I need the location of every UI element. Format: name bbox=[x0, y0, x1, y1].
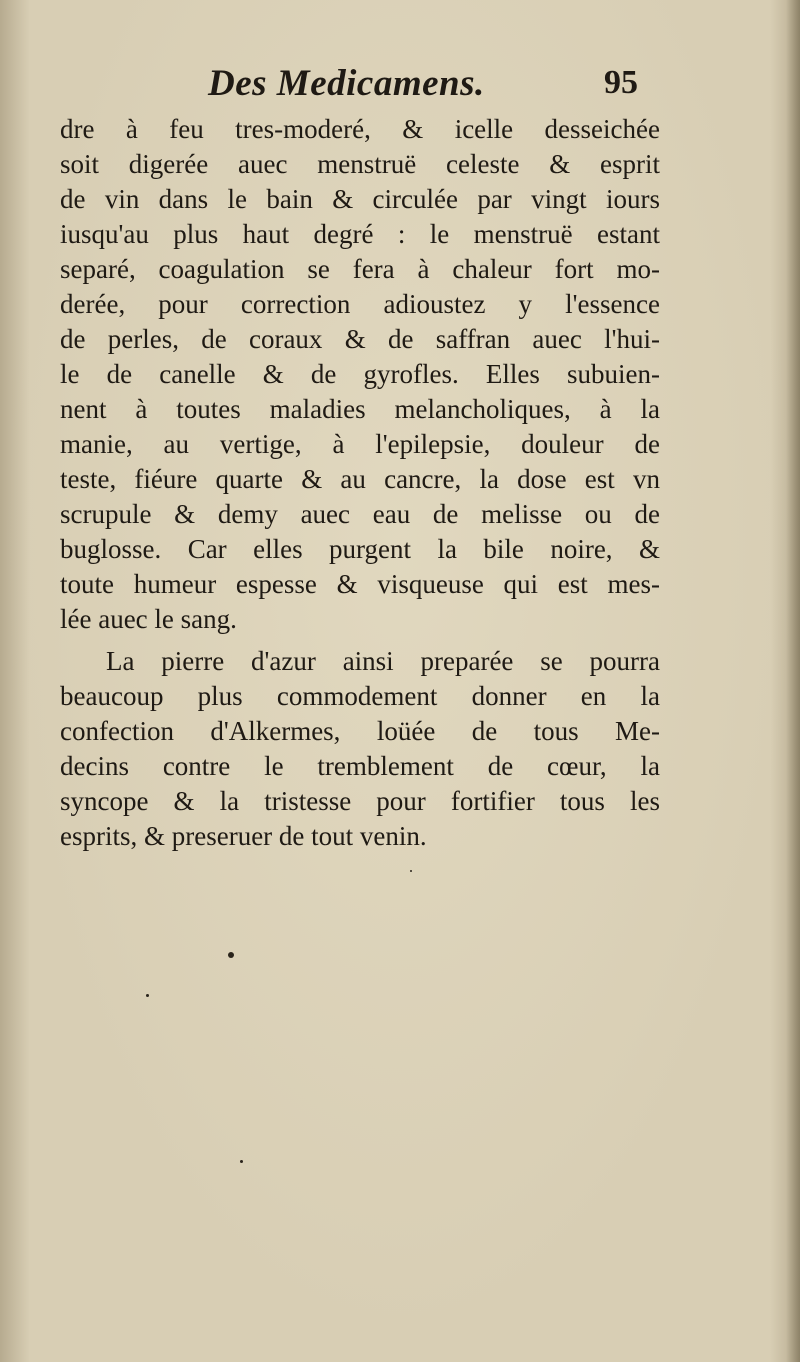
text-line: buglosse. Car elles purgent la bile noire, & bbox=[60, 534, 660, 564]
ink-speck bbox=[410, 870, 412, 872]
text-line: derée, pour correction adioustez y l'essence bbox=[60, 289, 660, 319]
text-line: beaucoup plus commodement donner en la bbox=[60, 681, 660, 711]
text-line: iusqu'au plus haut degré : le menstruë estant bbox=[60, 219, 660, 249]
text-line: nent à toutes maladies melancholiques, à la bbox=[60, 394, 660, 424]
text-line: dre à feu tres-moderé, & icelle desseichée bbox=[60, 114, 660, 144]
text-line: toute humeur espesse & visqueuse qui est mes- bbox=[60, 569, 660, 599]
text-line: confection d'Alkermes, loüée de tous Me- bbox=[60, 716, 660, 746]
page-header bbox=[0, 62, 800, 112]
page-edge-shadow bbox=[786, 0, 800, 1362]
text-line: separé, coagulation se fera à chaleur fort mo- bbox=[60, 254, 660, 284]
text-line: syncope & la tristesse pour fortifier tous les bbox=[60, 786, 660, 816]
ink-speck bbox=[228, 952, 234, 958]
text-line: La pierre d'azur ainsi preparée se pourra bbox=[106, 646, 660, 676]
text-line: decins contre le tremblement de cœur, la bbox=[60, 751, 660, 781]
ink-speck bbox=[240, 1160, 243, 1163]
text-line: de perles, de coraux & de saffran auec l'hui- bbox=[60, 324, 660, 354]
text-line: le de canelle & de gyrofles. Elles subuien- bbox=[60, 359, 660, 389]
text-line: manie, au vertige, à l'epilepsie, douleur de bbox=[60, 429, 660, 459]
running-title: Des Medicamens. bbox=[208, 63, 485, 104]
text-line: teste, fiéure quarte & au cancre, la dose est vn bbox=[60, 464, 660, 494]
text-line: lée auec le sang. bbox=[60, 604, 237, 634]
text-line: esprits, & preseruer de tout venin. bbox=[60, 821, 427, 851]
text-line: de vin dans le bain & circulée par vingt iours bbox=[60, 184, 660, 214]
text-line: soit digerée auec menstruë celeste & esprit bbox=[60, 149, 660, 179]
ink-speck bbox=[146, 994, 149, 997]
page-number: 95 bbox=[604, 64, 638, 101]
text-line: scrupule & demy auec eau de melisse ou de bbox=[60, 499, 660, 529]
